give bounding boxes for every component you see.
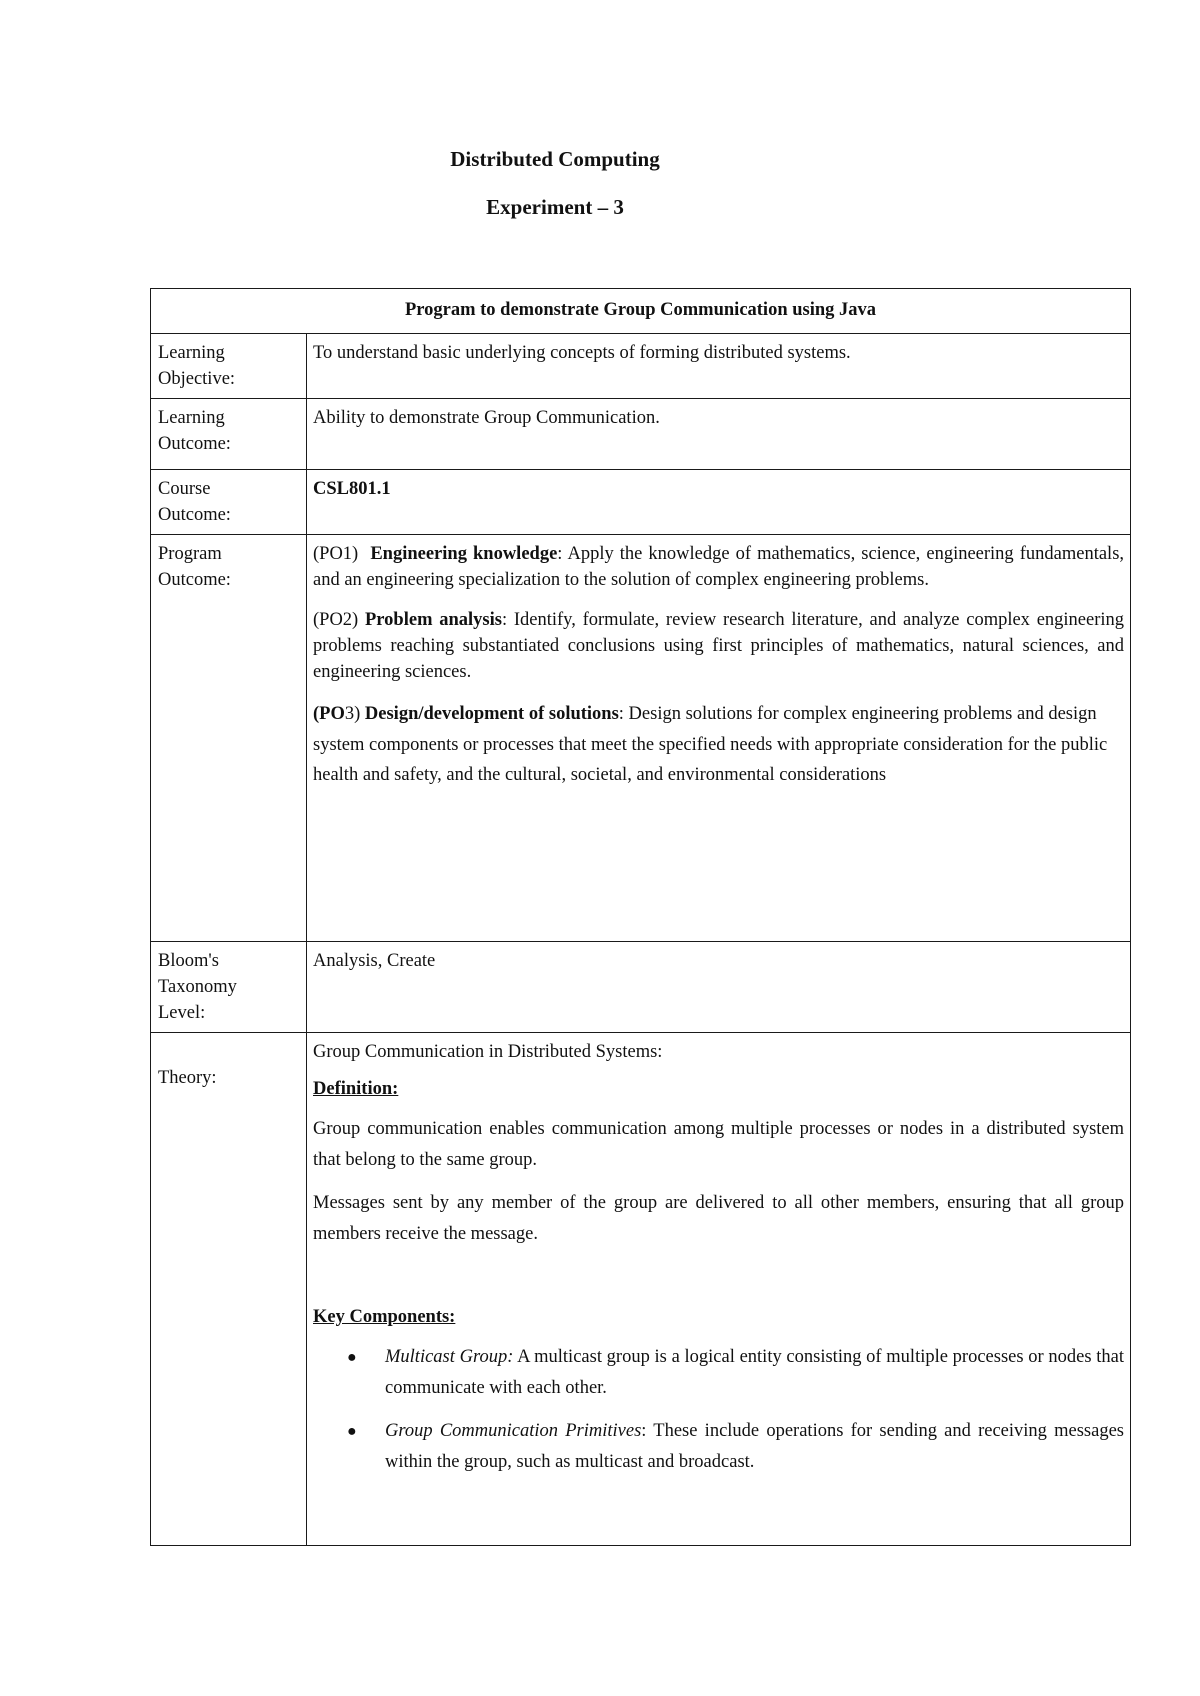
- program-outcome-row: [151, 535, 1131, 942]
- list-item: [347, 1342, 1125, 1404]
- component-term: Group Communication Primitives: [385, 1421, 642, 1441]
- po2-paragraph: [313, 607, 1124, 685]
- label-line: Learning: [158, 343, 225, 363]
- course-outcome-row: [151, 470, 1131, 535]
- experiment-number: Experiment – 3: [486, 195, 624, 219]
- theory-intro: Group Communication in Distributed Systems:: [313, 1042, 663, 1062]
- component-text: : These include operations for sending and receiving messages within the group, such as multicast and broadcast.: [385, 1421, 1125, 1472]
- label-line: Objective:: [158, 369, 236, 389]
- label-line: Taxonomy: [158, 977, 237, 997]
- spacer: [313, 1262, 1124, 1304]
- course-outcome-label: [151, 470, 307, 535]
- label-line: Outcome:: [158, 434, 231, 454]
- po2-title: Problem analysis: [365, 610, 502, 630]
- po3-title: Design/development of solutions: [364, 704, 619, 724]
- program-outcome-value: [307, 535, 1131, 942]
- po1-text: : Apply the knowledge of mathematics, science, engineering fundamentals, and an engineering specialization to the solution of complex engineering problems.: [313, 544, 1125, 590]
- po3-code-rest: 3): [344, 704, 361, 724]
- learning-outcome-row: [151, 399, 1131, 470]
- po2-code: (PO2): [313, 610, 359, 630]
- theory-label: Theory:: [151, 1033, 307, 1546]
- bullet-icon: ●: [347, 1349, 357, 1366]
- learning-outcome-label: [151, 399, 307, 470]
- theory-content: [307, 1033, 1131, 1546]
- label-line: Course: [158, 479, 211, 499]
- po1-code: (PO1): [313, 544, 359, 564]
- label-line: Program: [158, 544, 222, 564]
- theory-row: [151, 1033, 1131, 1546]
- learning-outcome-value: Ability to demonstrate Group Communication.: [307, 399, 1131, 470]
- definition-heading: Definition:: [313, 1079, 399, 1099]
- blooms-taxonomy-row: [151, 942, 1131, 1033]
- label-line: Level:: [158, 1003, 206, 1023]
- label-line: Outcome:: [158, 505, 231, 525]
- bullet-icon: ●: [347, 1423, 357, 1440]
- definition-paragraph: Group communication enables communication among multiple processes or nodes in a distributed system that belong to the same group.: [313, 1119, 1125, 1170]
- component-term: Multicast Group:: [385, 1347, 514, 1367]
- label-line: Learning: [158, 408, 225, 428]
- po3-text: : Design solutions for complex engineering problems and design system components or processes that meet the specified needs with appropriate consideration for the public health and safety, and the cultural, societal, and environmental considerations: [313, 704, 1108, 785]
- blooms-taxonomy-value: Analysis, Create: [307, 942, 1131, 1033]
- po3-code-open: (PO: [313, 704, 345, 724]
- learning-objective-label: [151, 334, 307, 399]
- blooms-taxonomy-label: [151, 942, 307, 1033]
- po2-text: : Identify, formulate, review research literature, and analyze complex engineering problems reaching substantiated conclusions using first principles of mathematics, natural sciences, and engineering sciences.: [313, 610, 1125, 682]
- experiment-table: [150, 288, 1131, 1546]
- po3-paragraph: [313, 699, 1124, 791]
- learning-objective-row: [151, 334, 1131, 399]
- list-item: [347, 1416, 1125, 1478]
- label-line: Outcome:: [158, 570, 231, 590]
- label-line: Bloom's: [158, 951, 219, 971]
- course-outcome-value: CSL801.1: [307, 470, 1131, 535]
- po1-title: Engineering knowledge: [370, 544, 558, 564]
- table-heading-row: [151, 289, 1131, 334]
- component-text: A multicast group is a logical entity consisting of multiple processes or nodes that communicate with each other.: [385, 1347, 1125, 1398]
- po1-paragraph: [313, 541, 1124, 593]
- table-heading: Program to demonstrate Group Communication using Java: [151, 289, 1131, 334]
- document-title: Distributed Computing: [450, 147, 660, 171]
- delivery-paragraph: Messages sent by any member of the group are delivered to all other members, ensuring that all group members receive the message.: [313, 1193, 1125, 1244]
- key-components-heading: Key Components:: [313, 1307, 456, 1327]
- key-components-list: [313, 1342, 1124, 1478]
- program-outcome-label: [151, 535, 307, 942]
- learning-objective-value: To understand basic underlying concepts of forming distributed systems.: [307, 334, 1131, 399]
